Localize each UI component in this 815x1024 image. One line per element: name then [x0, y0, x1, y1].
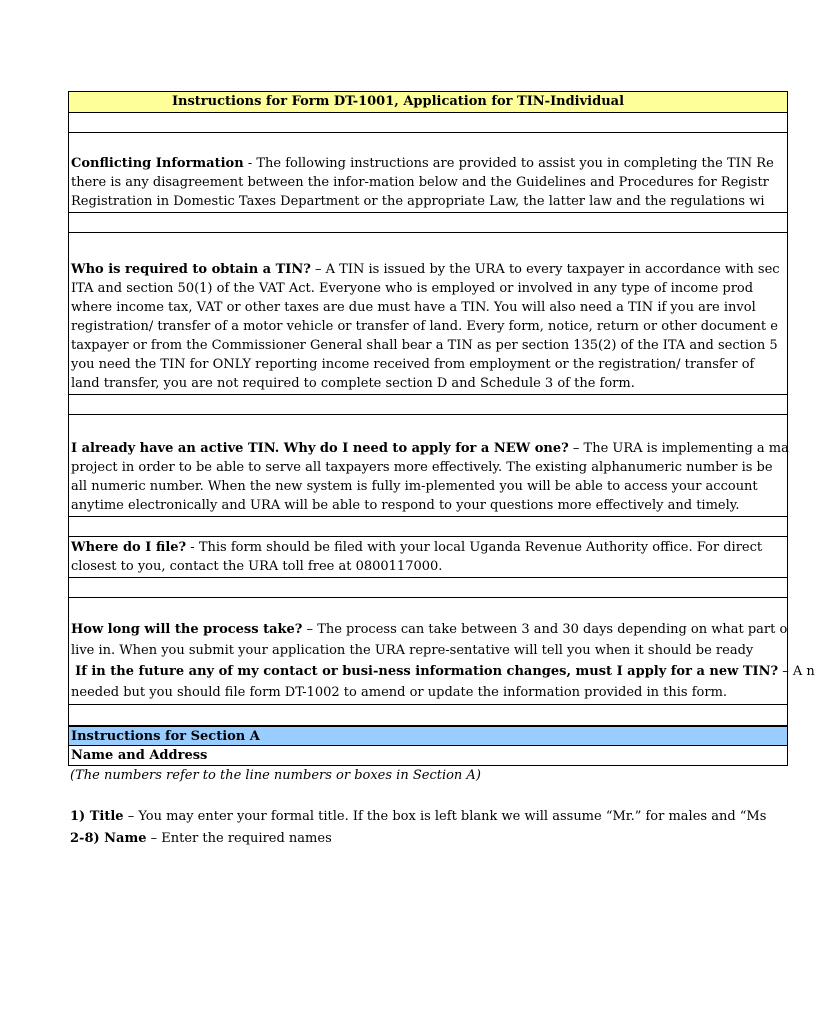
field-label: 2-8) Name: [70, 831, 147, 846]
page-title: Instructions for Form DT-1001, Application for TIN-Individual: [68, 91, 788, 113]
paragraph-line: This form should be filed with your local Uganda Revenue Authority office. For direct: [198, 540, 763, 555]
section-a-header: Instructions for Section A: [68, 725, 788, 746]
paragraph-line: project in order to be able to serve all taxpayers more effectively. The existing alphanumeric number is be: [71, 460, 773, 475]
field-label: 1) Title: [70, 809, 124, 824]
blank-row: [68, 705, 788, 725]
future-changes-heading: If in the future any of my contact or busi-ness information changes, must I apply for a new TIN?: [75, 664, 779, 679]
paragraph-line: live in. When you submit your application the URA repre-sentative will tell you when it should be ready: [71, 643, 754, 658]
section-a-note: (The numbers refer to the line numbers or boxes in Section A): [70, 768, 481, 783]
already-have-tin-heading: I already have an active TIN. Why do I need to apply for a NEW one?: [71, 441, 569, 456]
how-long-paragraph: [68, 598, 815, 705]
where-file-paragraph: [68, 537, 788, 578]
paragraph-line: The process can take between 3 and 30 days depending on what part o: [317, 622, 788, 637]
separator: -: [186, 540, 199, 555]
paragraph-line: all numeric number. When the new system is fully im-plemented you will be able to access your account: [71, 479, 758, 494]
already-have-tin-paragraph: [68, 415, 788, 517]
blank-row: [68, 517, 788, 537]
paragraph-line: where income tax, VAT or other taxes are due must have a TIN. You will also need a TIN if you are invol: [71, 300, 756, 315]
field-text: Enter the required names: [161, 831, 332, 846]
who-required-heading: Who is required to obtain a TIN?: [71, 262, 311, 277]
separator: – A n: [778, 664, 815, 679]
conflicting-info-heading: Conflicting Information: [71, 156, 244, 171]
paragraph-line: The following instructions are provided to assist you in completing the TIN Re: [256, 156, 774, 171]
separator: –: [146, 831, 162, 846]
field-text: You may enter your formal title. If the box is left blank we will assume “Mr.” for males and “Ms: [138, 809, 767, 824]
paragraph-line: A TIN is issued by the URA to every taxpayer in accordance with sec: [325, 262, 780, 277]
paragraph-line: you need the TIN for ONLY reporting income received from employment or the registration/ transfer of: [71, 357, 755, 372]
field-name-instruction: [68, 828, 788, 850]
blank-row: [68, 395, 788, 415]
where-file-heading: Where do I file?: [71, 540, 187, 555]
paragraph-line: The URA is implementing a ma: [583, 441, 789, 456]
paragraph-line: registration/ transfer of a motor vehicle or transfer of land. Every form, notice, return or other document e: [71, 319, 778, 334]
paragraph-line: ITA and section 50(1) of the VAT Act. Everyone who is employed or involved in any type of income prod: [71, 281, 754, 296]
paragraph-line: land transfer, you are not required to complete section D and Schedule 3 of the form.: [71, 376, 635, 391]
paragraph-line: Registration in Domestic Taxes Department or the appropriate Law, the latter law and the regulations wi: [71, 194, 765, 209]
conflicting-info-paragraph: [68, 133, 788, 213]
blank-row: [68, 578, 788, 598]
separator: –: [568, 441, 584, 456]
name-address-subheader: Name and Address: [68, 746, 788, 766]
how-long-heading: How long will the process take?: [71, 622, 303, 637]
paragraph-line: taxpayer or from the Commissioner General shall bear a TIN as per section 135(2) of the ITA and section 5: [71, 338, 778, 353]
instructions-sheet: [68, 91, 815, 850]
blank-row: [68, 213, 788, 233]
paragraph-line: needed but you should file form DT-1002 to amend or update the information provided in this form.: [71, 685, 728, 700]
separator: -: [243, 156, 257, 171]
field-title-instruction: [68, 806, 788, 828]
paragraph-line: anytime electronically and URA will be able to respond to your questions more effectively and timely.: [71, 498, 740, 513]
separator: –: [123, 809, 139, 824]
blank-row: [68, 113, 788, 133]
separator: –: [310, 262, 326, 277]
paragraph-line: closest to you, contact the URA toll free at 0800117000.: [71, 559, 443, 574]
who-required-paragraph: [68, 233, 788, 395]
paragraph-line: there is any disagreement between the infor-mation below and the Guidelines and Procedures for Registr: [71, 175, 769, 190]
spacer: [68, 786, 788, 806]
separator: –: [302, 622, 318, 637]
